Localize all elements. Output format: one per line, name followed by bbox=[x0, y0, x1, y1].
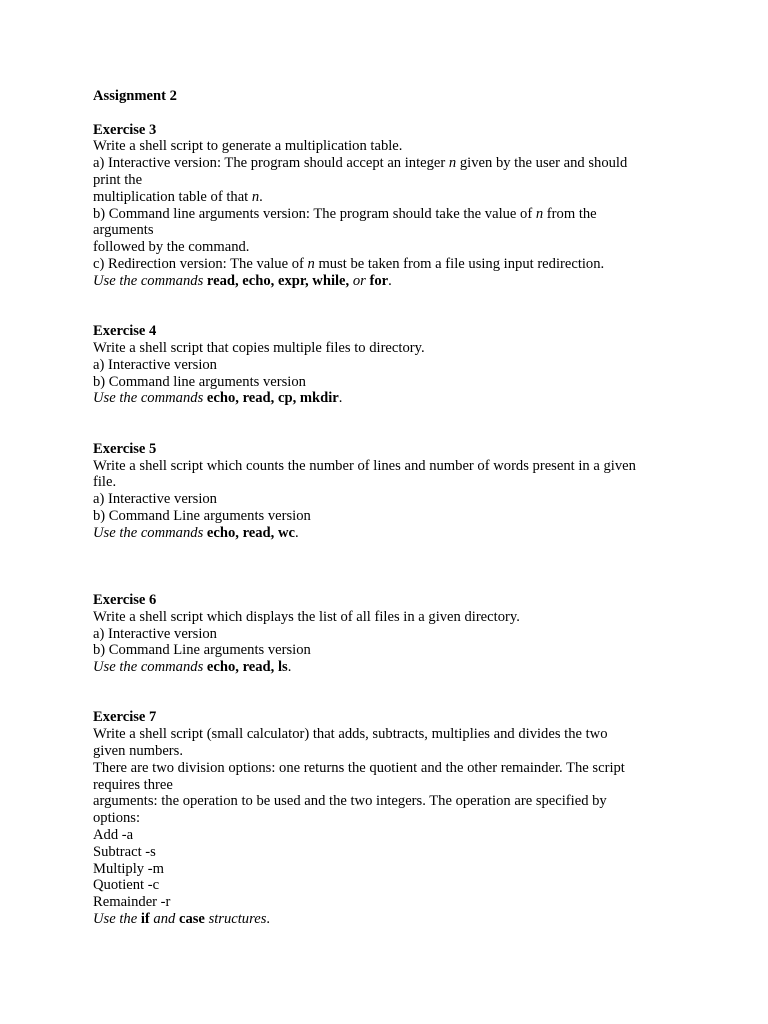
exercise-text: b) Command line arguments version bbox=[93, 373, 306, 390]
exercise-heading: Exercise 4 bbox=[93, 323, 157, 340]
exercise-commands: Use the commands echo, read, cp, mkdir. bbox=[93, 390, 343, 407]
exercise-heading: Exercise 6 bbox=[93, 591, 157, 608]
exercise-text: There are two division options: one returns the quotient and the other remainder. The script bbox=[93, 759, 625, 776]
exercise-text: a) Interactive version bbox=[93, 625, 217, 642]
exercise-text: multiplication table of that n. bbox=[93, 188, 263, 205]
exercise-text: Write a shell script which displays the list of all files in a given directory. bbox=[93, 608, 520, 625]
exercise-7 bbox=[93, 709, 683, 927]
exercise-commands: Use the commands read, echo, expr, while, or for. bbox=[93, 272, 392, 289]
exercise-commands: Use the commands echo, read, ls. bbox=[93, 659, 292, 676]
exercise-text: arguments: the operation to be used and the two integers. The operation are specified by bbox=[93, 793, 607, 810]
exercise-4 bbox=[93, 323, 683, 407]
exercise-heading: Exercise 7 bbox=[93, 709, 157, 726]
exercise-text: a) Interactive version bbox=[93, 491, 217, 508]
exercise-text: Write a shell script to generate a multiplication table. bbox=[93, 138, 403, 155]
exercise-text: c) Redirection version: The value of n must be taken from a file using input redirection. bbox=[93, 255, 605, 272]
exercise-text: requires three bbox=[93, 776, 173, 793]
exercise-3 bbox=[93, 122, 683, 290]
exercise-commands: Use the if and case structures. bbox=[93, 911, 271, 928]
exercise-heading: Exercise 3 bbox=[93, 121, 157, 138]
exercise-text: Write a shell script that copies multiple files to directory. bbox=[93, 339, 425, 356]
exercise-heading: Exercise 5 bbox=[93, 440, 157, 457]
exercise-text: Write a shell script which counts the number of lines and number of words present in a given bbox=[93, 457, 636, 474]
option-add: Add -a bbox=[93, 827, 134, 844]
exercise-text: a) Interactive version bbox=[93, 356, 217, 373]
exercise-6 bbox=[93, 592, 683, 676]
exercise-text: b) Command line arguments version: The program should take the value of n from the bbox=[93, 205, 597, 222]
exercise-text: b) Command Line arguments version bbox=[93, 642, 311, 659]
option-multiply: Multiply -m bbox=[93, 860, 164, 877]
document-body bbox=[93, 88, 683, 928]
assignment-title: Assignment 2 bbox=[93, 88, 177, 104]
exercise-text: options: bbox=[93, 810, 141, 827]
exercise-text: print the bbox=[93, 171, 143, 188]
exercise-text: arguments bbox=[93, 222, 154, 239]
exercise-text: file. bbox=[93, 474, 117, 491]
option-quotient: Quotient -c bbox=[93, 877, 160, 894]
exercise-text: b) Command Line arguments version bbox=[93, 507, 311, 524]
exercise-text: Write a shell script (small calculator) that adds, subtracts, multiplies and divides the two bbox=[93, 726, 608, 743]
option-remainder: Remainder -r bbox=[93, 894, 171, 911]
option-subtract: Subtract -s bbox=[93, 843, 156, 860]
exercise-text: given numbers. bbox=[93, 743, 183, 760]
exercise-5 bbox=[93, 441, 683, 542]
exercise-text: a) Interactive version: The program should accept an integer n given by the user and should bbox=[93, 155, 628, 172]
exercise-commands: Use the commands echo, read, wc. bbox=[93, 524, 299, 541]
exercise-text: followed by the command. bbox=[93, 239, 250, 256]
